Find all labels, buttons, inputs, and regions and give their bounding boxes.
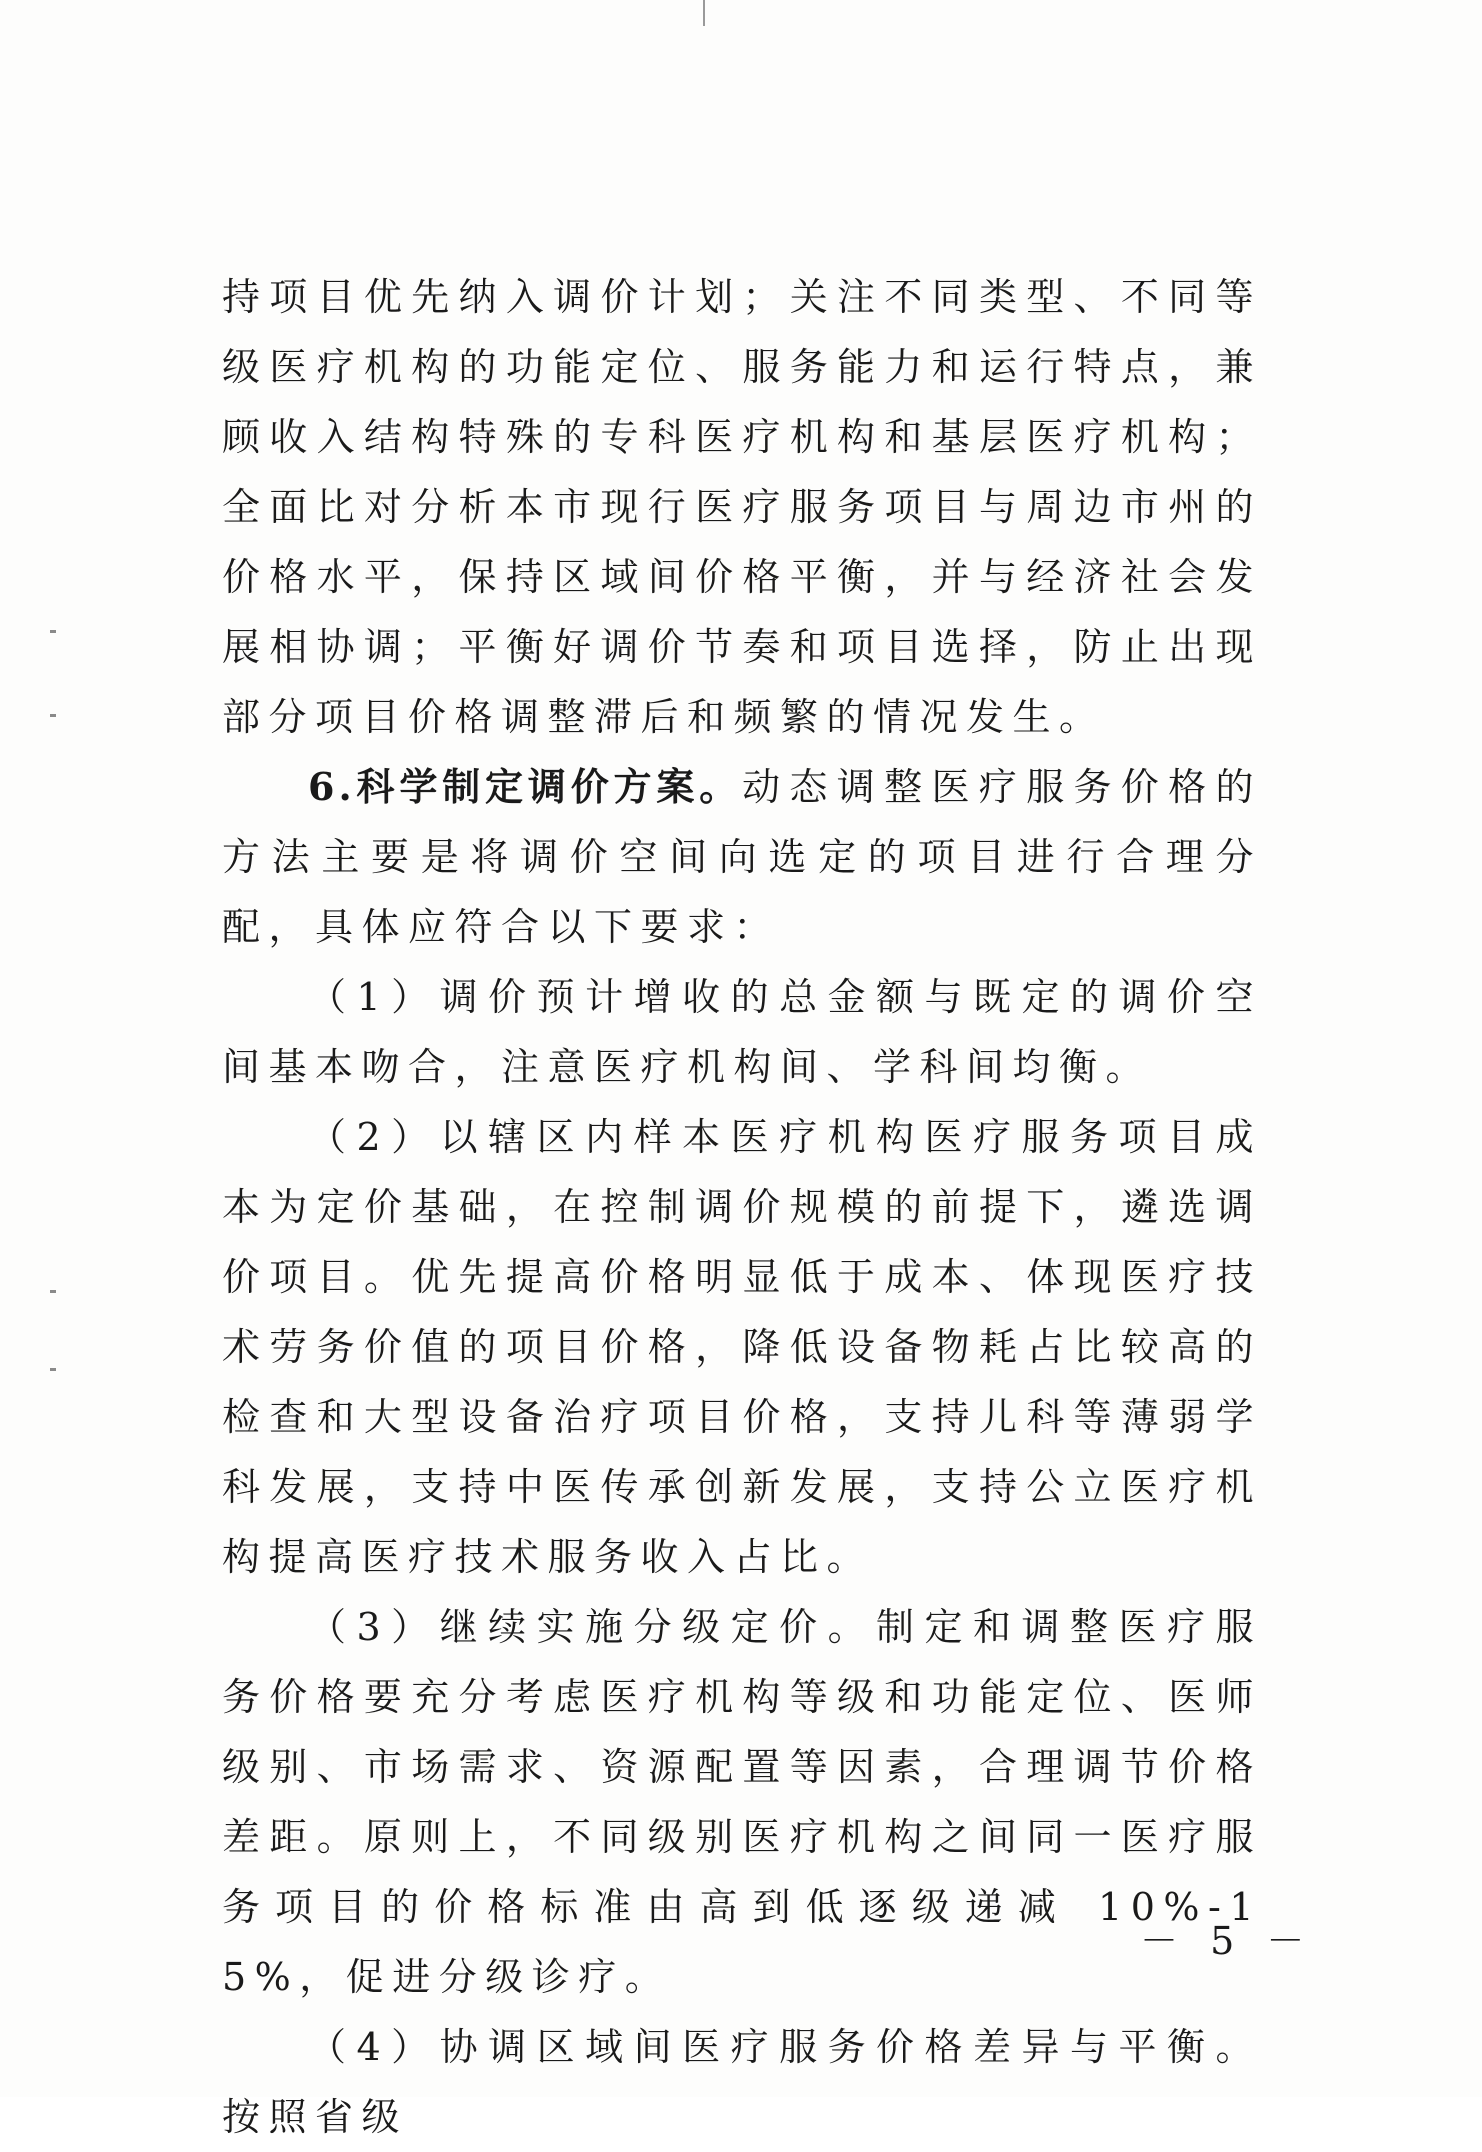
body-text <box>222 262 1262 2152</box>
paragraph-item-4: （4）协调区域间医疗服务价格差异与平衡。按照省级 <box>222 2025 1262 2139</box>
paragraph-item-3: （3）继续实施分级定价。制定和调整医疗服务价格要充分考虑医疗机构等级和功能定位、医师级别、市场需求、资源配置等因素，合理调节价格差距。原则上，不同级别医疗机构之间同一医疗服务项目的价格标准由高到低逐级递减 10%-15%，促进分级诊疗。 <box>222 1605 1262 1999</box>
binding-hole-mark <box>50 1290 56 1293</box>
binding-hole-mark <box>50 1368 56 1371</box>
scan-top-mark <box>703 0 705 26</box>
paragraph-item-2: （2）以辖区内样本医疗机构医疗服务项目成本为定价基础，在控制调价规模的前提下，遴选调价项目。优先提高价格明显低于成本、体现医疗技术劳务价值的项目价格，降低设备物耗占比较高的检查和大型设备治疗项目价格，支持儿科等薄弱学科发展，支持中医传承创新发展，支持公立医疗机构提高医疗技术服务收入占比。 <box>222 1115 1262 1579</box>
binding-hole-mark <box>50 714 56 717</box>
paragraph-continuation: 持项目优先纳入调价计划；关注不同类型、不同等级医疗机构的功能定位、服务能力和运行特点，兼顾收入结构特殊的专科医疗机构和基层医疗机构；全面比对分析本市现行医疗服务项目与周边市州的价格水平，保持区域间价格平衡，并与经济社会发展相协调；平衡好调价节奏和项目选择，防止出现部分项目价格调整滞后和频繁的情况发生。 <box>222 275 1262 739</box>
section-body: 动态调整医疗服务价格的方法主要是将调价空间向选定的项目进行合理分配，具体应符合以下要求： <box>222 765 1262 949</box>
section-heading: 6.科学制定调价方案。 <box>308 764 743 809</box>
paragraph-section-6 <box>222 752 1262 962</box>
paragraph-item-1: （1）调价预计增收的总金额与既定的调价空间基本吻合，注意医疗机构间、学科间均衡。 <box>222 975 1262 1089</box>
binding-hole-mark <box>50 630 56 633</box>
page-number: － 5 － <box>1140 1919 1315 1963</box>
